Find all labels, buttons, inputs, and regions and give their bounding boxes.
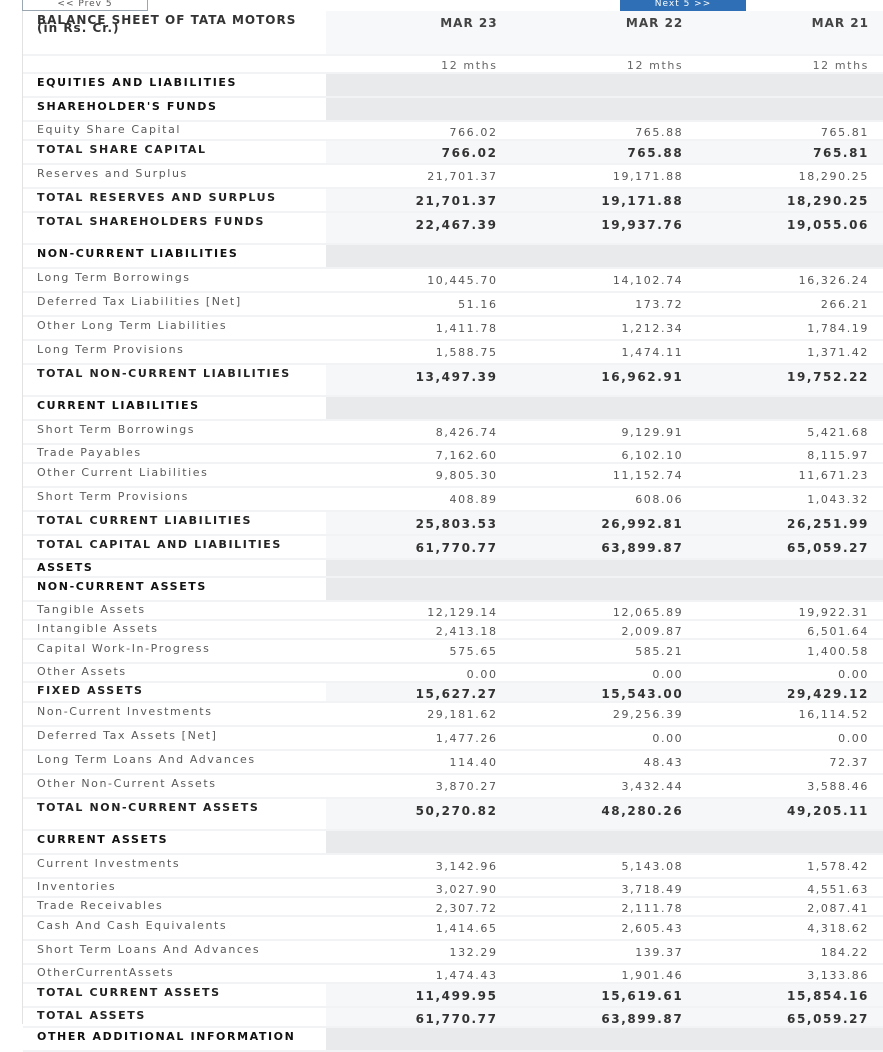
table-row <box>23 964 883 983</box>
value-cell: 15,854.16 <box>697 983 883 1007</box>
table-row <box>23 854 883 878</box>
value-cell: 19,937.76 <box>512 212 698 244</box>
balance-sheet <box>22 11 869 1043</box>
value-cell: 173.72 <box>512 292 698 316</box>
row-label: Capital Work-In-Progress <box>23 639 326 663</box>
value-cell: 19,171.88 <box>512 188 698 212</box>
value-cell: 114.40 <box>326 750 512 774</box>
value-cell: 11,671.23 <box>697 463 883 487</box>
value-cell: 9,805.30 <box>326 463 512 487</box>
section-row <box>23 244 883 268</box>
section-row <box>23 396 883 420</box>
value-cell: 184.22 <box>697 940 883 964</box>
value-cell: 1,400.58 <box>697 639 883 663</box>
value-cell: 21,701.37 <box>326 164 512 188</box>
value-cell: 3,870.27 <box>326 774 512 798</box>
total-row <box>23 364 883 396</box>
value-cell: 65,059.27 <box>697 535 883 559</box>
value-cell: 8,115.97 <box>697 444 883 463</box>
value-cell: 8,426.74 <box>326 420 512 444</box>
value-cell: 48.43 <box>512 750 698 774</box>
table-row <box>23 750 883 774</box>
period-cell: 12 mths <box>326 55 512 73</box>
row-label: NON-CURRENT LIABILITIES <box>23 244 326 268</box>
value-cell: 2,009.87 <box>512 620 698 639</box>
value-cell: 61,770.77 <box>326 1007 512 1027</box>
value-cell: 3,027.90 <box>326 878 512 897</box>
value-cell: 19,922.31 <box>697 601 883 620</box>
row-label: OTHER ADDITIONAL INFORMATION <box>23 1027 326 1051</box>
value-cell: 766.02 <box>326 121 512 140</box>
table-row <box>23 774 883 798</box>
row-label: Non-Current Investments <box>23 702 326 726</box>
value-cell: 766.02 <box>326 140 512 164</box>
value-cell: 1,212.34 <box>512 316 698 340</box>
value-cell: 1,901.46 <box>512 964 698 983</box>
total-row <box>23 1007 883 1027</box>
value-cell: 1,414.65 <box>326 916 512 940</box>
value-cell: 19,171.88 <box>512 164 698 188</box>
table-row <box>23 601 883 620</box>
table-row <box>23 940 883 964</box>
section-fill <box>326 830 512 854</box>
value-cell: 1,371.42 <box>697 340 883 364</box>
value-cell: 2,087.41 <box>697 897 883 916</box>
table-row <box>23 897 883 916</box>
total-row <box>23 798 883 830</box>
row-label: ASSETS <box>23 559 326 577</box>
row-label: Deferred Tax Assets [Net] <box>23 726 326 750</box>
value-cell: 765.81 <box>697 121 883 140</box>
value-cell: 26,992.81 <box>512 511 698 535</box>
table-row <box>23 444 883 463</box>
section-fill <box>326 559 512 577</box>
value-cell: 14,102.74 <box>512 268 698 292</box>
value-cell: 575.65 <box>326 639 512 663</box>
row-label: Tangible Assets <box>23 601 326 620</box>
row-label: Short Term Provisions <box>23 487 326 511</box>
section-fill <box>512 577 698 601</box>
row-label: Cash And Cash Equivalents <box>23 916 326 940</box>
column-header: MAR 23 <box>326 11 512 55</box>
value-cell: 29,429.12 <box>697 682 883 702</box>
section-fill <box>512 1027 698 1051</box>
section-fill <box>697 559 883 577</box>
value-cell: 12,129.14 <box>326 601 512 620</box>
value-cell: 0.00 <box>512 663 698 682</box>
total-row <box>23 140 883 164</box>
row-label: Inventories <box>23 878 326 897</box>
row-label: TOTAL SHAREHOLDERS FUNDS <box>23 212 326 244</box>
value-cell: 2,605.43 <box>512 916 698 940</box>
section-fill <box>326 1027 512 1051</box>
table-row <box>23 164 883 188</box>
value-cell: 6,102.10 <box>512 444 698 463</box>
section-fill <box>512 396 698 420</box>
value-cell: 3,588.46 <box>697 774 883 798</box>
balance-sheet-table <box>23 11 883 1052</box>
value-cell: 266.21 <box>697 292 883 316</box>
value-cell: 6,501.64 <box>697 620 883 639</box>
row-label: Current Investments <box>23 854 326 878</box>
table-row <box>23 316 883 340</box>
value-cell: 5,143.08 <box>512 854 698 878</box>
row-label: Long Term Provisions <box>23 340 326 364</box>
value-cell: 1,588.75 <box>326 340 512 364</box>
row-label: TOTAL CAPITAL AND LIABILITIES <box>23 535 326 559</box>
row-label: TOTAL NON-CURRENT LIABILITIES <box>23 364 326 396</box>
value-cell: 139.37 <box>512 940 698 964</box>
value-cell: 72.37 <box>697 750 883 774</box>
section-fill <box>326 73 512 97</box>
value-cell: 0.00 <box>512 726 698 750</box>
total-row <box>23 682 883 702</box>
value-cell: 15,627.27 <box>326 682 512 702</box>
section-fill <box>326 97 512 121</box>
table-row <box>23 268 883 292</box>
value-cell: 2,413.18 <box>326 620 512 639</box>
row-label: EQUITIES AND LIABILITIES <box>23 73 326 97</box>
value-cell: 1,411.78 <box>326 316 512 340</box>
value-cell: 65,059.27 <box>697 1007 883 1027</box>
row-label: Short Term Borrowings <box>23 420 326 444</box>
row-label: Trade Receivables <box>23 897 326 916</box>
value-cell: 18,290.25 <box>697 164 883 188</box>
value-cell: 1,474.11 <box>512 340 698 364</box>
value-cell: 12,065.89 <box>512 601 698 620</box>
value-cell: 765.88 <box>512 140 698 164</box>
value-cell: 585.21 <box>512 639 698 663</box>
row-label: SHAREHOLDER'S FUNDS <box>23 97 326 121</box>
row-label: TOTAL CURRENT LIABILITIES <box>23 511 326 535</box>
period-cell: 12 mths <box>512 55 698 73</box>
value-cell: 3,142.96 <box>326 854 512 878</box>
section-fill <box>512 97 698 121</box>
value-cell: 15,619.61 <box>512 983 698 1007</box>
section-fill <box>697 73 883 97</box>
value-cell: 50,270.82 <box>326 798 512 830</box>
value-cell: 19,752.22 <box>697 364 883 396</box>
column-header: MAR 21 <box>697 11 883 55</box>
table-row <box>23 878 883 897</box>
row-label: TOTAL ASSETS <box>23 1007 326 1027</box>
value-cell: 0.00 <box>326 663 512 682</box>
section-row <box>23 97 883 121</box>
value-cell: 21,701.37 <box>326 188 512 212</box>
table-row <box>23 420 883 444</box>
value-cell: 765.88 <box>512 121 698 140</box>
value-cell: 2,307.72 <box>326 897 512 916</box>
table-row <box>23 340 883 364</box>
table-row <box>23 639 883 663</box>
table-row <box>23 726 883 750</box>
row-label: Long Term Loans And Advances <box>23 750 326 774</box>
table-title: BALANCE SHEET OF TATA MOTORS (in Rs. Cr.) <box>23 11 326 55</box>
row-label: Deferred Tax Liabilities [Net] <box>23 292 326 316</box>
table-row <box>23 916 883 940</box>
value-cell: 4,551.63 <box>697 878 883 897</box>
value-cell: 61,770.77 <box>326 535 512 559</box>
period-cell: 12 mths <box>697 55 883 73</box>
section-row <box>23 559 883 577</box>
value-cell: 0.00 <box>697 663 883 682</box>
value-cell: 18,290.25 <box>697 188 883 212</box>
table-row <box>23 702 883 726</box>
section-fill <box>326 577 512 601</box>
value-cell: 0.00 <box>697 726 883 750</box>
value-cell: 63,899.87 <box>512 535 698 559</box>
period-row <box>23 55 883 73</box>
value-cell: 4,318.62 <box>697 916 883 940</box>
value-cell: 11,499.95 <box>326 983 512 1007</box>
section-row <box>23 1027 883 1051</box>
value-cell: 63,899.87 <box>512 1007 698 1027</box>
row-label: Other Long Term Liabilities <box>23 316 326 340</box>
next-5-button[interactable]: Next 5 >> <box>620 0 746 11</box>
section-fill <box>512 559 698 577</box>
table-row <box>23 463 883 487</box>
section-fill <box>697 1027 883 1051</box>
row-label: TOTAL SHARE CAPITAL <box>23 140 326 164</box>
value-cell: 3,133.86 <box>697 964 883 983</box>
value-cell: 25,803.53 <box>326 511 512 535</box>
header-row <box>23 11 883 55</box>
section-fill <box>697 577 883 601</box>
total-row <box>23 212 883 244</box>
row-label: Short Term Loans And Advances <box>23 940 326 964</box>
value-cell: 765.81 <box>697 140 883 164</box>
value-cell: 16,114.52 <box>697 702 883 726</box>
section-fill <box>326 396 512 420</box>
value-cell: 3,718.49 <box>512 878 698 897</box>
row-label: Intangible Assets <box>23 620 326 639</box>
value-cell: 1,578.42 <box>697 854 883 878</box>
value-cell: 608.06 <box>512 487 698 511</box>
value-cell: 51.16 <box>326 292 512 316</box>
prev-5-button[interactable]: << Prev 5 <box>22 0 148 11</box>
value-cell: 29,256.39 <box>512 702 698 726</box>
row-label: CURRENT ASSETS <box>23 830 326 854</box>
value-cell: 15,543.00 <box>512 682 698 702</box>
row-label: Reserves and Surplus <box>23 164 326 188</box>
value-cell: 11,152.74 <box>512 463 698 487</box>
value-cell: 1,474.43 <box>326 964 512 983</box>
value-cell: 19,055.06 <box>697 212 883 244</box>
value-cell: 22,467.39 <box>326 212 512 244</box>
total-row <box>23 535 883 559</box>
period-label <box>23 55 326 73</box>
value-cell: 10,445.70 <box>326 268 512 292</box>
value-cell: 3,432.44 <box>512 774 698 798</box>
value-cell: 2,111.78 <box>512 897 698 916</box>
value-cell: 29,181.62 <box>326 702 512 726</box>
value-cell: 16,962.91 <box>512 364 698 396</box>
row-label: CURRENT LIABILITIES <box>23 396 326 420</box>
total-row <box>23 188 883 212</box>
row-label: Equity Share Capital <box>23 121 326 140</box>
section-row <box>23 73 883 97</box>
table-row <box>23 620 883 639</box>
table-row <box>23 292 883 316</box>
value-cell: 132.29 <box>326 940 512 964</box>
row-label: NON-CURRENT ASSETS <box>23 577 326 601</box>
table-row <box>23 663 883 682</box>
row-label: Long Term Borrowings <box>23 268 326 292</box>
section-fill <box>512 73 698 97</box>
section-fill <box>697 97 883 121</box>
value-cell: 1,043.32 <box>697 487 883 511</box>
section-row <box>23 830 883 854</box>
section-fill <box>512 244 698 268</box>
table-row <box>23 121 883 140</box>
row-label: OtherCurrentAssets <box>23 964 326 983</box>
row-label: Other Current Liabilities <box>23 463 326 487</box>
value-cell: 9,129.91 <box>512 420 698 444</box>
row-label: Trade Payables <box>23 444 326 463</box>
value-cell: 1,477.26 <box>326 726 512 750</box>
row-label: TOTAL CURRENT ASSETS <box>23 983 326 1007</box>
total-row <box>23 511 883 535</box>
row-label: Other Non-Current Assets <box>23 774 326 798</box>
total-row <box>23 983 883 1007</box>
table-row <box>23 487 883 511</box>
value-cell: 26,251.99 <box>697 511 883 535</box>
column-header: MAR 22 <box>512 11 698 55</box>
value-cell: 13,497.39 <box>326 364 512 396</box>
section-fill <box>697 244 883 268</box>
value-cell: 7,162.60 <box>326 444 512 463</box>
section-fill <box>697 830 883 854</box>
value-cell: 49,205.11 <box>697 798 883 830</box>
value-cell: 408.89 <box>326 487 512 511</box>
value-cell: 5,421.68 <box>697 420 883 444</box>
row-label: TOTAL NON-CURRENT ASSETS <box>23 798 326 830</box>
row-label: TOTAL RESERVES AND SURPLUS <box>23 188 326 212</box>
row-label: FIXED ASSETS <box>23 682 326 702</box>
section-fill <box>697 396 883 420</box>
value-cell: 48,280.26 <box>512 798 698 830</box>
section-fill <box>326 244 512 268</box>
value-cell: 1,784.19 <box>697 316 883 340</box>
row-label: Other Assets <box>23 663 326 682</box>
section-row <box>23 577 883 601</box>
section-fill <box>512 830 698 854</box>
value-cell: 16,326.24 <box>697 268 883 292</box>
